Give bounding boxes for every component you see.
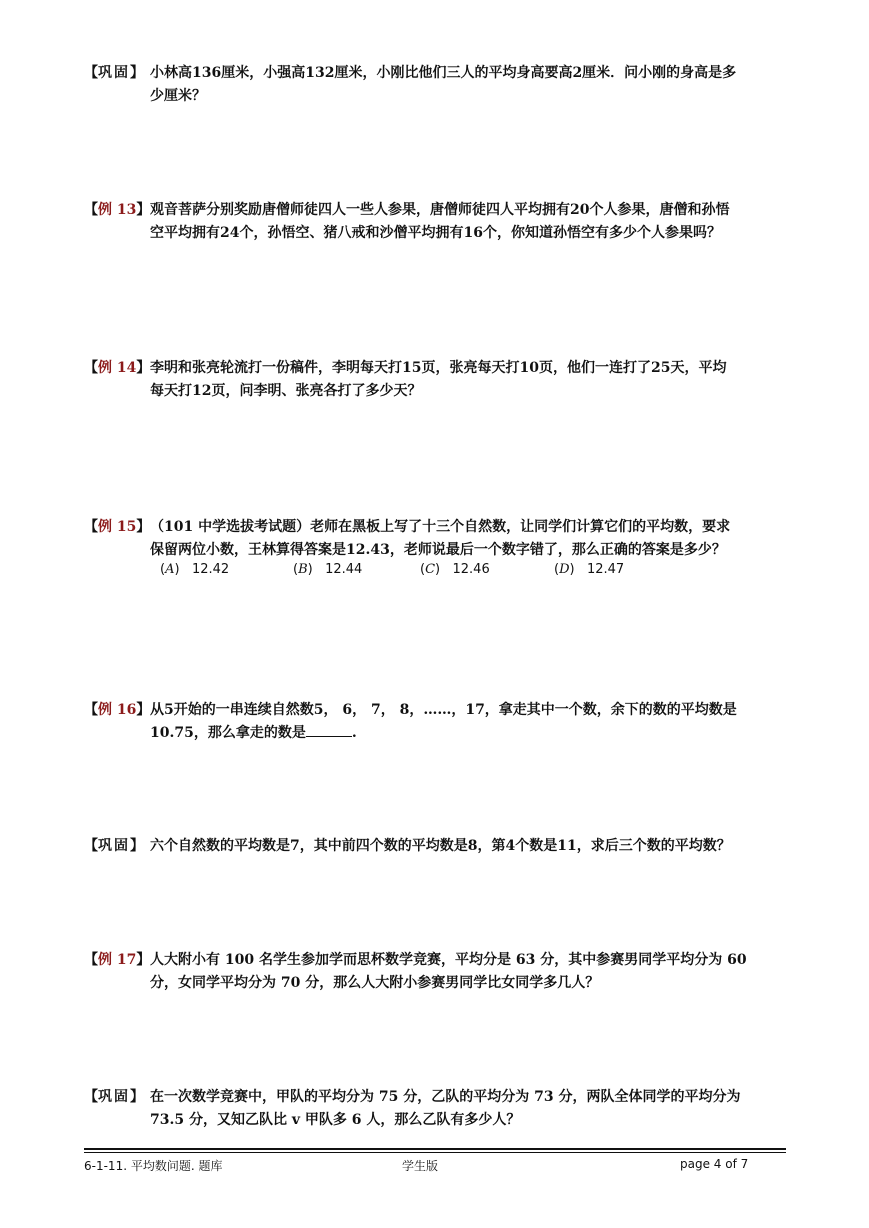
- footer-source: 6-1-11. 平均数问题. 题库: [84, 1159, 223, 1173]
- footer-divider-thin: [84, 1152, 786, 1153]
- problem-line: [84, 380, 789, 403]
- problem-text: 小林高136厘米，小强高132厘米，小刚比他们三人的平均身高要高2厘米．问小刚的身高是多: [150, 65, 737, 81]
- problem-line: [84, 199, 789, 222]
- problem-tag: 【例 14】: [84, 360, 151, 376]
- problem-text: 10.75，那么拿走的数是 .: [150, 722, 357, 745]
- footer-edition: 学生版: [402, 1159, 439, 1173]
- choice-d: (D) 12.47: [554, 562, 625, 577]
- problem-text: 保留两位小数，王林算得答案是12.43，老师说最后一个数字错了，那么正确的答案是多少？: [150, 542, 726, 558]
- problem-text: 少厘米？: [150, 88, 206, 104]
- problem-tag: 【巩固】: [84, 65, 144, 81]
- problem-example-14: [84, 357, 789, 403]
- problem-text: 六个自然数的平均数是7，其中前四个数的平均数是8，第4个数是11，求后三个数的平均数？: [150, 838, 731, 854]
- problem-text: 每天打12页，问李明、张亮各打了多少天？: [150, 383, 422, 399]
- choice-c: (C) 12.46: [420, 562, 490, 577]
- problem-tag: 【巩固】: [84, 1089, 144, 1105]
- problem-consolidation-1: [84, 62, 789, 108]
- problem-example-17: [84, 949, 789, 995]
- problem-tag: 【例 16】: [84, 702, 151, 718]
- footer-page-number: page 4 of 7: [680, 1157, 749, 1171]
- problem-text: 李明和张亮轮流打一份稿件，李明每天打15页，张亮每天打10页，他们一连打了25天，平均: [150, 360, 727, 376]
- problem-text: 人大附小有 100 名学生参加学而思杯数学竞赛，平均分是 63 分，其中参赛男同学平均分为 60: [150, 952, 747, 968]
- problem-line: [84, 949, 789, 972]
- problem-text: 分，女同学平均分为 70 分，那么人大附小参赛男同学比女同学多几人？: [150, 975, 600, 991]
- problem-line: [84, 539, 789, 562]
- problem-line: [84, 62, 789, 85]
- choice-b: (B) 12.44: [293, 562, 363, 577]
- problem-line: [84, 699, 789, 722]
- problem-example-13: [84, 199, 789, 245]
- problem-line: [84, 1086, 789, 1109]
- problem-example-16: [84, 699, 789, 745]
- problem-line: [84, 835, 789, 858]
- problem-text: （101 中学选拔考试题）老师在黑板上写了十三个自然数，让同学们计算它们的平均数，要求: [150, 519, 731, 535]
- problem-line: [84, 722, 789, 745]
- problem-text: 73.5 分，又知乙队比 v 甲队多 6 人，那么乙队有多少人？: [150, 1112, 521, 1128]
- problem-line: [84, 1109, 789, 1132]
- problem-line: [84, 357, 789, 380]
- problem-text: 空平均拥有24个，孙悟空、猪八戒和沙僧平均拥有16个，你知道孙悟空有多少个人参果吗？: [150, 225, 721, 241]
- problem-tag: 【巩固】: [84, 838, 144, 854]
- problem-tag: 【例 17】: [84, 952, 151, 968]
- problem-line: [84, 85, 789, 108]
- problem-tag: 【例 13】: [84, 202, 151, 218]
- problem-text: 从5开始的一串连续自然数5， 6， 7， 8，……，17，拿走其中一个数，余下的数的平均数是: [150, 702, 737, 718]
- problem-text: 观音菩萨分别奖励唐僧师徒四人一些人参果，唐僧师徒四人平均拥有20个人参果，唐僧和孙悟: [150, 202, 730, 218]
- choice-a: (A) 12.42: [160, 562, 230, 577]
- problem-line: [84, 222, 789, 245]
- problem-text: 在一次数学竞赛中，甲队的平均分为 75 分，乙队的平均分为 73 分，两队全体同学的平均分为: [150, 1089, 741, 1105]
- footer-divider-thick: [84, 1148, 786, 1150]
- problem-consolidation-2: [84, 835, 789, 858]
- problem-consolidation-3: [84, 1086, 789, 1132]
- answer-blank[interactable]: [306, 722, 352, 737]
- problem-line: [84, 516, 789, 539]
- problem-tag: 【例 15】: [84, 519, 151, 535]
- problem-example-15: [84, 516, 789, 577]
- problem-line: [84, 972, 789, 995]
